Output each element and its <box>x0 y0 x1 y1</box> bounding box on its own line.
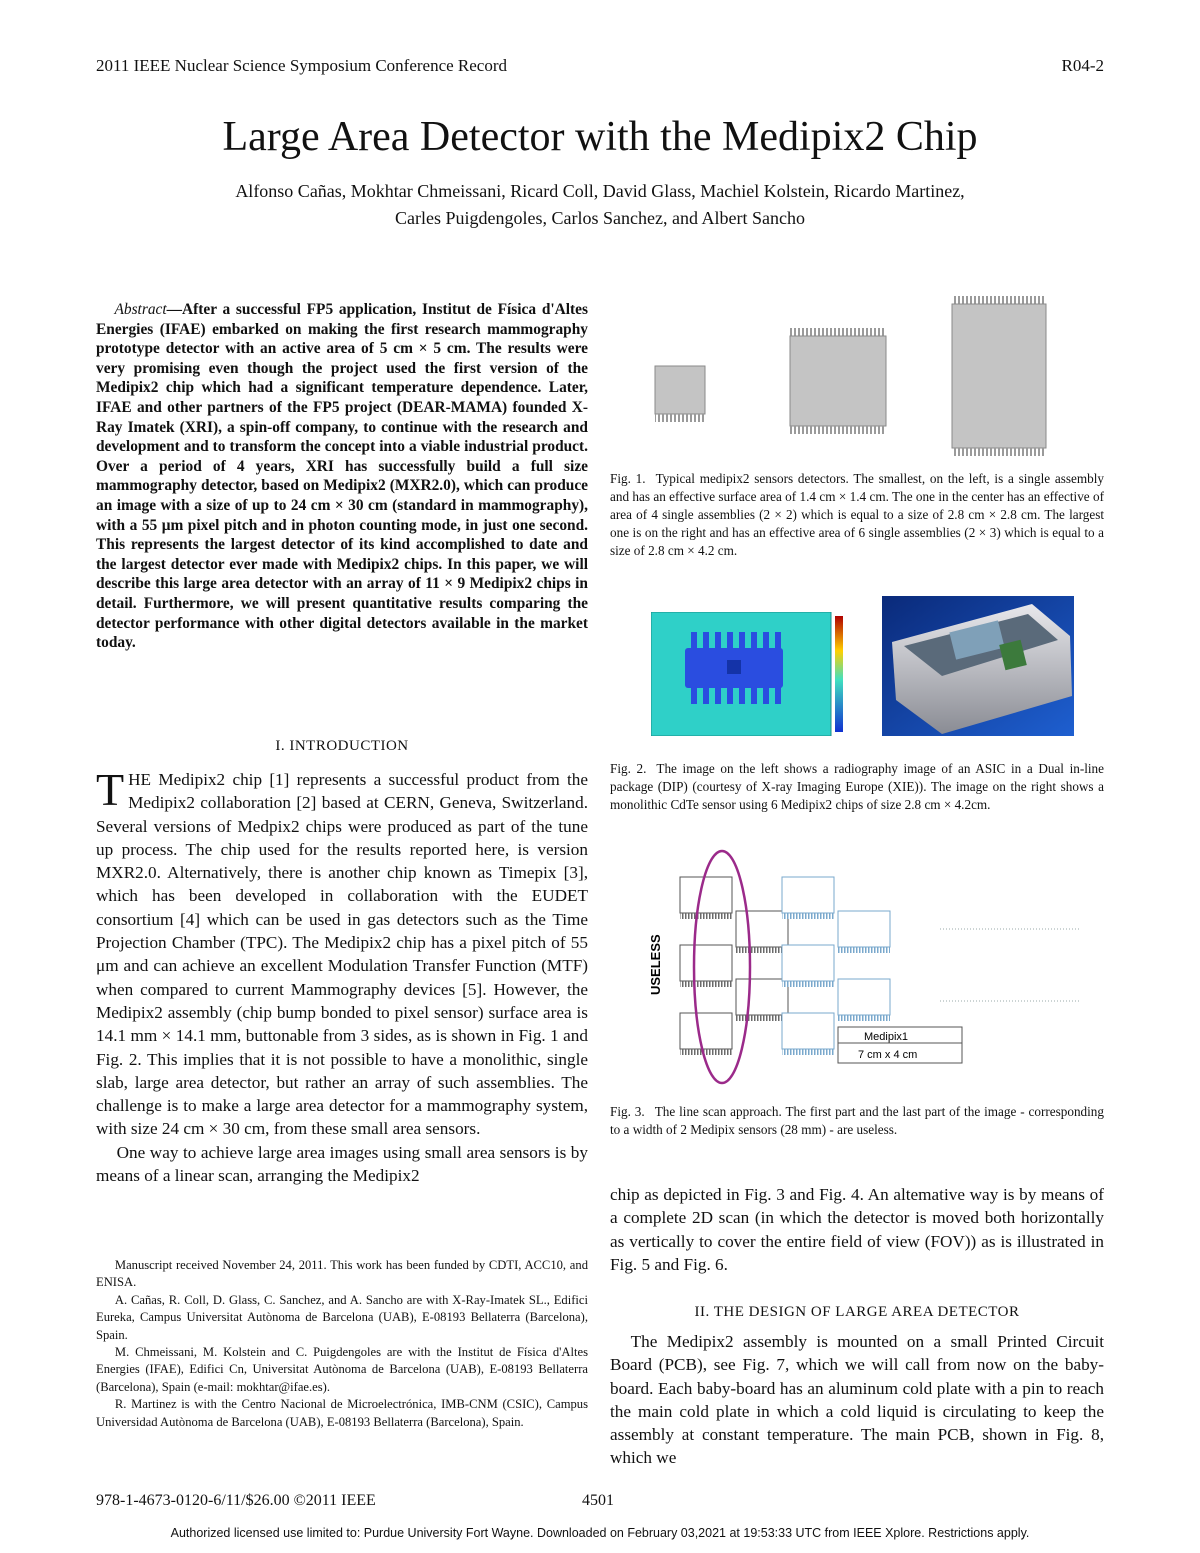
running-head <box>96 56 1104 76</box>
right-column-body-1 <box>610 1183 1104 1276</box>
figure-1-caption-text: Typical medipix2 sensors detectors. The smallest, on the left, is a single assembly and has an effective surface area of 1.4 cm × 1.4 cm. The one in the center has an effective of area of 4 single assemblies (2 × 2) which is equal to a size of 2.8 cm × 2.8 cm. The largest one is on the right and has an effective area of 6 single assemblies (2 × 3) which is equal to a size of 2.8 cm × 4.2 cm. <box>610 471 1104 558</box>
figure-2-caption-text: The image on the left shows a radiography image of an ASIC in a Dual in-line package (DIP) (courtesy of X-ray Imaging Europe (XIE)). The image on the right shows a monolithic CdTe sensor using 6 Medipix2 chips of size 2.8 cm × 4.2cm. <box>610 761 1105 812</box>
footnote-affiliation-1: A. Cañas, R. Coll, D. Glass, C. Sanchez, and A. Sancho are with X-Ray-Imatek SL., Edifici Eureka, Campus Universitat Autònoma de Barcelona (UAB), E-08193 Bellaterra (Barcelona), Spain. <box>96 1292 588 1342</box>
section-heading-introduction: I. INTRODUCTION <box>275 738 409 754</box>
design-paragraph-1: The Medipix2 assembly is mounted on a small Printed Circuit Board (PCB), see Fig. 7, which we will call from now on the baby-board. Each baby-board has an aluminum cold plate with a pin to reach the main cold plate in which a cold liquid is circulating to keep the assembly at constant temperature. The main PCB, shown in Fig. 8, which we <box>610 1332 1104 1468</box>
footnote-manuscript: Manuscript received November 24, 2011. This work has been funded by CDTI, ACC10, and ENISA. <box>96 1258 588 1290</box>
intro-paragraph-2: One way to achieve large area images using small area sensors is by means of a linear scan, arranging the Medipix2 <box>96 1142 588 1186</box>
medipix-box-size: 7 cm x 4 cm <box>858 1049 918 1061</box>
footnote-affiliation-3: R. Martinez is with the Centro Nacional de Microelectrónica, IMB-CNM (CSIC), Campus Universidad Autònoma de Barcelona (UAB), E-08193 Bellaterra (Barcelona), Spain. <box>96 1397 588 1429</box>
figure-1-images <box>650 296 1110 466</box>
author-line-2: Carles Puigdengoles, Carlos Sanchez, and Albert Sancho <box>395 208 805 228</box>
figure-3-caption <box>610 1103 1104 1139</box>
intro-paragraph-3: chip as depicted in Fig. 3 and Fig. 4. An altemative way is by means of a complete 2D scan (in which the detector is moved both horizontally as vertically to cover the entire field of view (FOV)) as is illustrated in Fig. 5 and Fig. 6. <box>610 1185 1104 1274</box>
figure-1-caption <box>610 470 1104 560</box>
six-assembly-sensor <box>952 296 1046 456</box>
figure-2-label: Fig. 2. <box>610 761 647 776</box>
useless-label: USELESS <box>648 934 663 995</box>
sensor-housing-photo <box>882 596 1074 736</box>
section-heading-design: II. THE DESIGN OF LARGE AREA DETECTOR <box>694 1304 1020 1320</box>
authorized-use-notice: Authorized licensed use limited to: Purdue University Fort Wayne. Downloaded on February 03,2021 at 19:53:33 UTC from IEEE Xplore. Restrictions apply. <box>170 1526 1030 1540</box>
sensor-modules-illustration <box>650 296 1110 466</box>
introduction-body <box>96 764 588 1187</box>
colorbar <box>835 616 843 732</box>
footer-isbn: 978-1-4673-0120-6/11/$26.00 ©2011 IEEE <box>96 1492 376 1509</box>
figure-3-caption-text: The line scan approach. The first part and the last part of the image - corresponding to a width of 2 Medipix sensors (28 mm) - are useless. <box>610 1104 1104 1137</box>
footer-page-number: 4501 <box>582 1492 614 1509</box>
figure-1-label: Fig. 1. <box>610 471 646 486</box>
asic-radiography-image <box>651 612 849 736</box>
paper-title: Large Area Detector with the Medipix2 Chip <box>222 114 978 160</box>
conference-name: 2011 IEEE Nuclear Science Symposium Conference Record <box>96 56 508 75</box>
medipix-box-title: Medipix1 <box>864 1031 909 1043</box>
quad-assembly-sensor <box>790 328 886 434</box>
line-scan-diagram <box>640 845 1110 1090</box>
author-list <box>100 178 1100 232</box>
paper-id: R04-2 <box>1061 56 1104 75</box>
drop-cap: T <box>96 764 125 815</box>
abstract-label: Abstract <box>114 301 167 318</box>
figure-3-label: Fig. 3. <box>610 1104 645 1119</box>
single-assembly-sensor <box>655 366 705 422</box>
footnote-affiliation-2: M. Chmeissani, M. Kolstein and C. Puigdengoles are with the Institut de Física d'Altes Energies (IFAE), Edifici Cn, Universitat Autònoma de Barcelona (UAB), E-08193 Bellaterra (Barcelona), Spain (e-mail: mokhtar@ifae.es). <box>96 1345 588 1394</box>
intro-paragraph-1: THE Medipix2 chip [1] represents a successful product from the Medipix2 collaboration [2] based at CERN, Geneva, Switzerland. Several versions of Medpix2 chips were produced as part of the tune up process. The chip used for the results reported here, is version MXR2.0. Alternatively, there is another chip known as Timepix [3], which has been developed in collaboration with the EUDET consortium [4] which can be used in gas detectors such as the Time Projection Chamber (TPC). The Medipix2 chip has a pixel pitch of 55 μm and can achieve an excellent Modulation Transfer Function (MTF) when compared to current Mammography devices [5]. However, the Medipix2 assembly (chip bump bonded to pixel sensor) surface area is 14.1 mm × 14.1 mm, buttonable from 3 sides, as is shown in Fig. 1 and Fig. 2. This implies that it is not possible to have a monolithic, single slab, large area detector, but rather an array of such assemblies. The challenge is to make a large area detector for a mammography system, with size 24 cm × 30 cm, from these small area sensors. <box>96 764 588 1139</box>
figure-2-caption <box>610 760 1104 814</box>
abstract <box>96 300 588 653</box>
footnotes <box>96 1257 588 1431</box>
design-body <box>610 1330 1104 1470</box>
cdte-sensor-photo <box>882 596 1074 736</box>
line-scan-svg <box>640 845 1110 1090</box>
radiography-heatmap <box>651 612 849 736</box>
abstract-text: —After a successful FP5 application, Institut de Física d'Altes Energies (IFAE) embarked on making the first research mammography prototype detector with an active area of 5 cm × 5 cm. The results were very promising even though the project used the first version of the Medipix2 chip which had a significant temperature dependence. Later, IFAE and other partners of the FP5 project (DEAR-MAMA) founded X-Ray Imatek (XRI), a spin-off company, to continue with the research and development and to transform the concept into a viable industrial product. Over a period of 4 years, XRI has successfully build a full size mammography detector, based on Medipix2 (MXR2.0), which can produce an image with a size of up to 24 cm × 30 cm (standard in mammography), with a 55 μm pixel pitch and in photon counting mode, in just one second. This represents the largest detector of its kind accomplished to date and the largest detector ever made with Medipix2 chips. In this paper, we will describe this large area detector with an array of 11 × 9 Medipix2 chips in detail. Furthermore, we will present quantitative results comparing the detector performance with other digital detectors available in the market today. <box>96 301 588 652</box>
author-line-1: Alfonso Cañas, Mokhtar Chmeissani, Ricard Coll, David Glass, Machiel Kolstein, Ricardo Martinez, <box>235 181 965 201</box>
